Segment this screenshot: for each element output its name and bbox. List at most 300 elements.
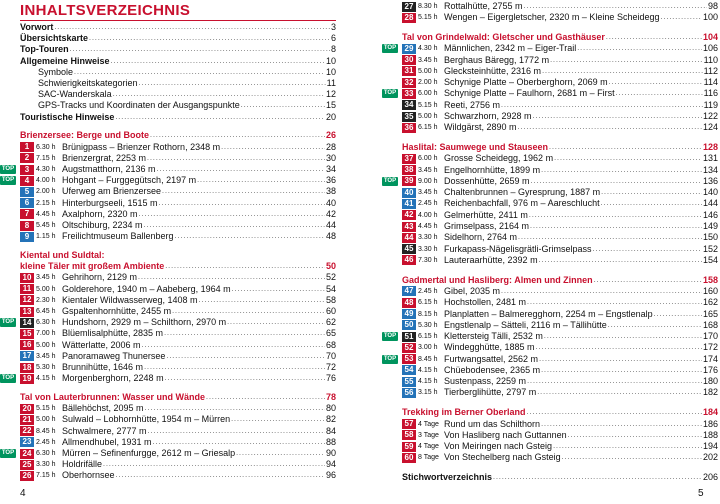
entry-label: Uferweg am Brienzersee (62, 186, 162, 197)
tour-entry (20, 328, 336, 339)
dot-leader (227, 317, 325, 328)
tour-number-badge: 23 (20, 437, 34, 447)
entry-page-number: 38 (325, 186, 336, 197)
tour-duration: 6.30 h (36, 450, 56, 457)
entry-label: Planplatten – Balmeregghorn, 2254 m – Engstlenalp (444, 308, 653, 319)
tour-number-badge: 31 (402, 66, 416, 76)
tour-number-badge: 6 (20, 198, 34, 208)
tour-entry (20, 459, 336, 470)
toc-entry (20, 112, 336, 123)
tour-number-badge: 46 (402, 255, 416, 265)
entry-label: Reeti, 2756 m (444, 99, 501, 110)
dot-leader (553, 441, 702, 452)
tour-duration: 4.45 h (36, 210, 56, 218)
tour-duration: 4 Tage (418, 420, 439, 428)
tour-entry (20, 153, 336, 164)
tour-entry (402, 354, 718, 365)
tour-entry (402, 441, 718, 452)
entry-label: Gibel, 2035 m (444, 285, 501, 296)
entry-label: Schwarzhorn, 2928 m (444, 111, 532, 122)
tour-number-badge: 39 (402, 176, 416, 186)
entry-page-number: 112 (703, 65, 718, 76)
top-tour-badge: TOP (383, 355, 397, 362)
tour-number-badge: 11 (20, 284, 34, 294)
entry-label: Freilichtmuseum Ballenberg (62, 231, 174, 242)
entry-page-number: 110 (703, 54, 718, 65)
tour-number-badge: 30 (402, 55, 416, 65)
dot-leader (175, 231, 325, 242)
tour-entry (402, 430, 718, 441)
entry-label: Schwalmere, 2777 m (62, 425, 147, 436)
tour-number-badge: 33 (402, 89, 416, 99)
entry-page-number: 48 (325, 231, 336, 242)
dot-leader (172, 306, 325, 317)
entry-label: Schwierigkeitskategorien (38, 78, 138, 88)
tour-duration: 8.15 h (418, 310, 438, 318)
dot-leader (231, 414, 325, 425)
entry-page-number: 134 (702, 164, 718, 175)
entry-page-number: 149 (702, 221, 718, 232)
toc-section-heading (20, 392, 336, 403)
entry-page-number: 20 (325, 111, 336, 122)
entry-page-number: 114 (703, 77, 718, 88)
dot-leader (533, 111, 702, 122)
entry-label: kleine Täler mit großem Ambiente (20, 261, 165, 272)
tour-duration: 8 Tage (418, 454, 439, 462)
entry-label: Grosse Scheidegg, 1962 m (444, 153, 554, 164)
entry-page-number: 188 (702, 429, 718, 440)
entry-page-number: 176 (702, 364, 718, 375)
entry-label: Brünigpass – Brienzer Rothorn, 2348 m (62, 141, 221, 152)
dot-leader (608, 320, 702, 331)
entry-label: Von Stechelberg nach Gsteig (444, 452, 561, 463)
entry-page-number: 128 (702, 142, 718, 153)
tour-number-badge: 2 (20, 153, 34, 163)
entry-page-number: 72 (325, 362, 336, 372)
dot-leader (601, 187, 702, 198)
entry-page-number: 76 (325, 373, 336, 384)
entry-label: Gelmerhütte, 2411 m (444, 209, 528, 220)
tour-entry (20, 351, 336, 362)
tour-duration: 5.00 h (36, 285, 56, 293)
tour-duration: 5.15 h (36, 405, 56, 413)
tour-entry (402, 210, 718, 221)
tour-duration: 3.45 h (36, 352, 56, 360)
top-tour-badge: TOP (383, 333, 397, 340)
entry-page-number: 90 (325, 448, 336, 458)
tour-entry (402, 309, 718, 320)
dot-leader (660, 12, 701, 23)
entry-page-number: 202 (702, 452, 718, 463)
tour-duration: 3.45 h (418, 189, 438, 197)
tour-number-badge: 44 (402, 233, 416, 243)
toc-section-heading (402, 142, 718, 153)
entry-label: Trekking im Berner Oberland (402, 407, 526, 418)
dot-leader (165, 261, 325, 272)
tour-duration: 8.45 h (36, 427, 56, 435)
entry-page-number: 58 (325, 294, 336, 305)
top-tour-badge: TOP (1, 177, 15, 184)
entry-page-number: 62 (325, 317, 336, 328)
toc-entry (20, 33, 336, 44)
tour-duration: 1.15 h (36, 233, 56, 241)
tour-entry (20, 142, 336, 153)
tour-number-badge: 26 (20, 471, 34, 481)
tour-number-badge: 9 (20, 232, 34, 242)
tour-duration: 7.30 h (418, 256, 438, 264)
dot-leader (139, 78, 326, 89)
entry-label: Allgemeine Hinweise (20, 55, 110, 66)
dot-leader (236, 448, 325, 459)
dot-leader (206, 392, 325, 403)
tour-duration: 5.00 h (36, 341, 56, 349)
dot-leader (527, 297, 702, 308)
right-page-number: 5 (698, 488, 704, 499)
tour-entry (402, 297, 718, 308)
entry-label: Wätterlatte, 2006 m (62, 339, 141, 350)
entry-page-number: 184 (702, 407, 718, 418)
entry-label: Brienzersee: Berge und Boote (20, 130, 150, 141)
tour-entry (402, 198, 718, 209)
tour-duration: 4.30 h (36, 166, 56, 173)
tour-entry (402, 165, 718, 176)
tour-duration: 5.45 h (36, 222, 56, 229)
entry-label: Übersichtskarte (20, 33, 89, 44)
tour-number-badge: 17 (20, 351, 34, 361)
entry-page-number: 152 (702, 243, 718, 254)
entry-label: Sidelhorn, 2764 m (444, 232, 518, 243)
entry-label: Glecksteinhütte, 2316 m (444, 65, 542, 76)
tour-entry (20, 317, 336, 328)
entry-label: Schynige Platte – Oberberghorn, 2069 m (444, 77, 608, 88)
tour-entry (402, 244, 718, 255)
tour-duration: 2.00 h (418, 79, 438, 87)
tour-duration: 5.15 h (418, 101, 438, 109)
tour-number-badge: 22 (20, 426, 34, 436)
tour-number-badge: 5 (20, 187, 34, 197)
tour-duration: 6.15 h (418, 124, 438, 132)
tour-entry (402, 66, 718, 77)
entry-label: Tal von Lauterbrunnen: Wasser und Wände (20, 392, 206, 402)
toc-section-heading (20, 261, 336, 272)
tour-duration: 3.30 h (36, 461, 56, 469)
tour-duration: 4.00 h (36, 177, 56, 185)
tour-number-badge: 58 (402, 430, 416, 440)
dot-leader (518, 232, 702, 243)
tour-number-badge: 38 (402, 165, 416, 175)
entry-label: SAC-Wanderskala (38, 89, 112, 100)
entry-label: Wildgärst, 2890 m (444, 122, 517, 133)
dot-leader (530, 221, 702, 232)
dot-leader (138, 272, 325, 283)
dot-leader (536, 342, 702, 353)
tour-duration: 6.15 h (418, 299, 438, 307)
tour-entry (402, 331, 718, 342)
entry-page-number: 34 (325, 164, 336, 174)
dot-leader (164, 328, 325, 339)
tour-number-badge: 49 (402, 309, 416, 319)
tour-number-badge: 56 (402, 388, 416, 398)
tour-entry (20, 437, 336, 448)
entry-label: Touristische Hinweise (20, 111, 115, 122)
tour-entry (20, 448, 336, 459)
tour-number-badge: 29 (402, 44, 416, 54)
entry-page-number: 6 (330, 33, 336, 44)
entry-page-number: 194 (702, 441, 718, 452)
dot-leader (150, 130, 325, 141)
dot-leader (541, 165, 702, 176)
tour-number-badge: 47 (402, 286, 416, 296)
top-tour-badge: TOP (1, 319, 15, 326)
tour-duration: 2.45 h (418, 287, 438, 295)
entry-label: Bällehöchst, 2095 m (62, 403, 144, 414)
entry-label: Morgenberghorn, 2248 m (62, 373, 164, 384)
tour-number-badge: 12 (20, 295, 34, 305)
tour-duration: 4.15 h (418, 378, 438, 386)
entry-page-number: 50 (325, 261, 336, 272)
dot-leader (527, 407, 702, 418)
tour-number-badge: 18 (20, 363, 34, 373)
tour-entry (402, 111, 718, 122)
tour-entry (402, 176, 718, 187)
tour-duration: 6.00 h (418, 90, 438, 98)
tour-entry (20, 284, 336, 295)
top-tour-badge: TOP (1, 375, 15, 382)
tour-number-badge: 59 (402, 442, 416, 452)
entry-page-number: 65 (325, 328, 336, 339)
entry-label: Engstlenalp – Sätteli, 2116 m – Tällihütte (444, 319, 607, 330)
tour-number-badge: 41 (402, 199, 416, 209)
entry-label: Berghaus Bäregg, 1772 m (444, 54, 550, 65)
entry-label: Kiental und Suldtal: (20, 250, 105, 260)
tour-duration: 9.00 h (418, 177, 438, 185)
entry-label: Blüemlisalphütte, 2835 m (62, 328, 164, 339)
tour-entry (20, 373, 336, 384)
tour-number-badge: 57 (402, 419, 416, 429)
dot-leader (616, 88, 703, 99)
dot-leader (594, 275, 702, 286)
dot-leader (144, 220, 325, 231)
entry-page-number: 60 (325, 306, 336, 316)
tour-duration: 3.15 h (418, 389, 438, 397)
entry-page-number: 144 (702, 198, 718, 209)
dot-leader (577, 43, 702, 54)
entry-label: Tal von Grindelwald: Gletscher und Gasthäuser (402, 32, 605, 43)
entry-label: Brienzergrat, 2253 m (62, 152, 147, 163)
tour-number-badge: 1 (20, 142, 34, 152)
dot-leader (593, 244, 702, 255)
dot-leader (527, 376, 702, 387)
entry-page-number: 186 (702, 418, 718, 429)
entry-label: Chüebodensee, 2365 m (444, 364, 541, 375)
entry-page-number: 104 (702, 32, 718, 43)
tour-entry (402, 255, 718, 266)
tour-number-badge: 15 (20, 329, 34, 339)
entry-label: GPS-Tracks und Koordinaten der Ausgangspunkte (38, 100, 240, 111)
tour-duration: 8.45 h (418, 355, 438, 363)
entry-label: Brunnihütte, 1646 m (62, 362, 144, 372)
tour-duration: 5.00 h (418, 113, 438, 121)
tour-entry (20, 175, 336, 186)
dot-leader (113, 89, 325, 100)
entry-page-number: 106 (702, 43, 718, 54)
tour-entry (20, 414, 336, 425)
tour-entry (402, 365, 718, 376)
tour-number-badge: 43 (402, 222, 416, 232)
toc-entry (402, 472, 718, 483)
tour-duration: 4.30 h (418, 45, 438, 53)
entry-page-number: 28 (325, 141, 336, 152)
tour-duration: 6.30 h (36, 319, 56, 327)
tour-duration: 3.30 h (418, 234, 438, 242)
entry-label: Schynige Platte – Faulhorn, 2681 m – First (444, 88, 615, 99)
entry-label: Tierberglihütte, 2797 m (444, 387, 537, 398)
tour-number-badge: 8 (20, 221, 34, 231)
toc-section-heading (20, 250, 336, 261)
entry-page-number: 26 (325, 130, 336, 141)
entry-label: Hochstollen, 2481 m (444, 297, 527, 308)
entry-page-number: 150 (702, 232, 718, 243)
tour-entry (402, 342, 718, 353)
tour-number-badge: 16 (20, 340, 34, 350)
entry-label: Gehrihorn, 2129 m (62, 272, 138, 283)
tour-entry (402, 122, 718, 133)
dot-leader (601, 198, 702, 209)
dot-leader (142, 340, 325, 351)
tour-number-badge: 36 (402, 123, 416, 133)
entry-label: Lauteraarhütte, 2392 m (444, 254, 538, 265)
dot-leader (111, 56, 325, 67)
entry-page-number: 206 (702, 472, 718, 483)
top-tour-badge: TOP (1, 450, 15, 456)
toc-entry (20, 44, 336, 55)
dot-leader (197, 175, 325, 186)
entry-label: Hinterburgseeli, 1515 m (62, 197, 158, 208)
tour-entry (20, 306, 336, 317)
toc-section-heading (20, 130, 336, 141)
dot-leader (162, 186, 325, 197)
tour-duration: 3.45 h (418, 166, 438, 174)
dot-leader (70, 44, 330, 55)
tour-number-badge: 42 (402, 210, 416, 220)
tour-number-badge: 45 (402, 244, 416, 254)
dot-leader (554, 153, 702, 164)
tour-entry (402, 100, 718, 111)
tour-number-badge: 4 (20, 176, 34, 186)
entry-label: Top-Touren (20, 44, 69, 55)
entry-label: Axalphorn, 2320 m (62, 208, 138, 219)
entry-page-number: 165 (702, 308, 718, 319)
tour-duration: 3.45 h (36, 274, 56, 282)
dot-leader (157, 164, 325, 175)
tour-entry (20, 209, 336, 220)
tour-number-badge: 53 (402, 354, 416, 364)
tour-entry (402, 232, 718, 243)
entry-page-number: 119 (703, 99, 718, 110)
tour-entry (402, 88, 718, 99)
tour-entry (20, 403, 336, 414)
tour-duration: 6.30 h (36, 143, 56, 151)
entry-page-number: 182 (702, 387, 718, 398)
top-tour-badge: TOP (383, 177, 397, 184)
tour-number-badge: 60 (402, 453, 416, 463)
entry-page-number: 180 (702, 376, 718, 387)
tour-entry (402, 153, 718, 164)
dot-leader (524, 1, 707, 12)
entry-page-number: 168 (702, 319, 718, 330)
entry-label: Rottalhütte, 2755 m (444, 1, 523, 11)
toc-entry (20, 56, 336, 67)
dot-leader (550, 55, 703, 66)
tour-number-badge: 37 (402, 154, 416, 164)
tour-duration: 7.15 h (36, 154, 56, 162)
tour-entry (20, 362, 336, 373)
tour-number-badge: 27 (402, 2, 416, 12)
tour-number-badge: 14 (20, 318, 34, 328)
tour-duration: 6.15 h (418, 333, 438, 341)
toc-subentry (38, 100, 336, 111)
entry-label: Furkapass-Nägelisgrätli-Grimselpass (444, 243, 592, 254)
tour-entry (402, 55, 718, 66)
dot-leader (537, 387, 702, 398)
entry-label: Hundshorn, 2929 m – Schilthorn, 2970 m (62, 317, 227, 328)
tour-entry (20, 186, 336, 197)
tour-entry (20, 198, 336, 209)
top-tour-badge: TOP (1, 166, 15, 172)
tour-number-badge: 25 (20, 460, 34, 470)
tour-duration: 3 Tage (418, 431, 439, 439)
toc-subentry (38, 89, 336, 100)
entry-page-number: 140 (702, 187, 718, 198)
entry-label: Engelhornhütte, 1899 m (444, 164, 541, 175)
tour-entry (20, 295, 336, 306)
tour-number-badge: 13 (20, 307, 34, 317)
entry-label: Von Hasliberg nach Guttannen (444, 429, 567, 440)
page-title: INHALTSVERZEICHNIS (20, 2, 191, 19)
dot-leader (542, 66, 703, 77)
tour-duration: 5.30 h (418, 321, 438, 329)
tour-duration: 5.15 h (418, 14, 438, 22)
entry-label: Oltschiburg, 2234 m (62, 220, 143, 230)
tour-number-badge: 28 (402, 13, 416, 23)
dot-leader (531, 176, 702, 187)
title-rule (20, 20, 336, 21)
dot-leader (165, 373, 325, 384)
tour-entry (402, 1, 718, 12)
entry-page-number: 8 (330, 44, 336, 55)
tour-number-badge: 35 (402, 112, 416, 122)
entry-page-number: 170 (702, 331, 718, 342)
entry-label: Haslital: Saumwege und Stauseen (402, 142, 549, 153)
entry-label: Grimselpass, 2164 m (444, 221, 530, 232)
entry-label: Von Meiringen nach Gsteig (444, 441, 553, 452)
entry-page-number: 100 (702, 12, 718, 23)
tour-number-badge: 48 (402, 298, 416, 308)
entry-label: Stichwortverzeichnis (402, 472, 493, 483)
tour-number-badge: 55 (402, 377, 416, 387)
tour-number-badge: 52 (402, 343, 416, 353)
dot-leader (539, 255, 702, 266)
entry-page-number: 84 (325, 425, 336, 436)
tour-number-badge: 50 (402, 320, 416, 330)
tour-entry (402, 376, 718, 387)
dot-leader (147, 153, 325, 164)
entry-label: Dossenhütte, 2659 m (444, 175, 530, 186)
toc-subentry (38, 67, 336, 78)
tour-entry (402, 43, 718, 54)
entry-page-number: 78 (325, 392, 336, 402)
tour-entry (402, 77, 718, 88)
